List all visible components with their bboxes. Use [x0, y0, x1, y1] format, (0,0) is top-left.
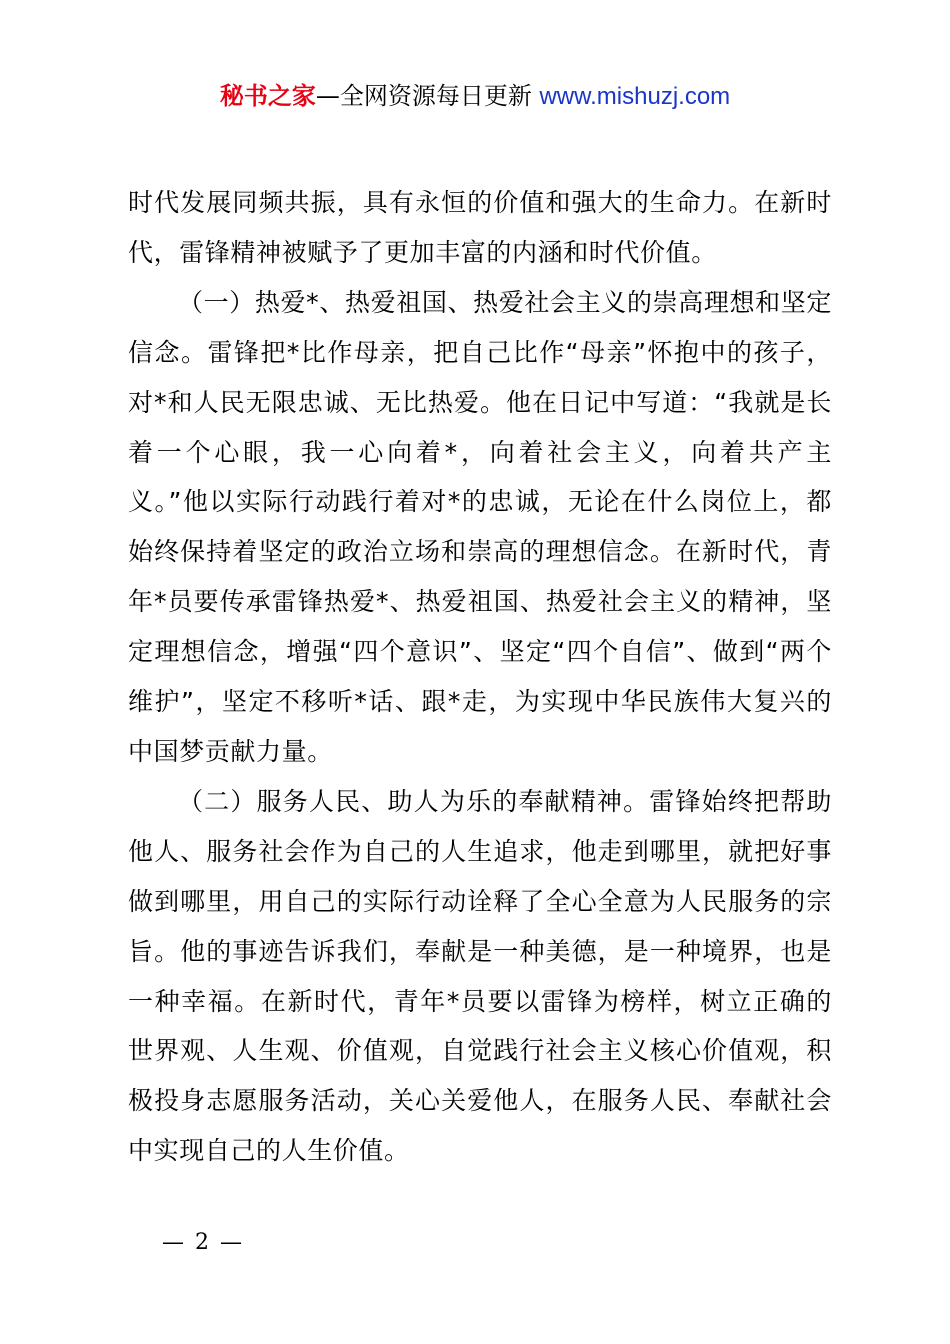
page-number: — 2 — [162, 1230, 244, 1255]
site-name: 秘书之家 [219, 82, 316, 110]
site-url-link[interactable]: www.mishuzj.com [539, 83, 731, 110]
paragraph-section-two: （二）服务人民、助人为乐的奉献精神。雷锋始终把帮助他人、服务社会作为自己的人生追求，他走到哪里，就把好事做到哪里，用自己的实际行动诠释了全心全意为人民服务的宗旨。他的事迹告诉我们，奉献是一种美德，是一种境界，也是一种幸福。在新时代，青年*员要以雷锋为榜样，树立正确的世界观、人生观、价值观，自觉践行社会主义核心价值观，积极投身志愿服务活动，关心关爱他人，在服务人民、奉献社会中实现自己的人生价值。 [128, 786, 832, 1166]
paragraph-continuation: 时代发展同频共振，具有永恒的价值和强大的生命力。在新时代，雷锋精神被赋予了更加丰富的内涵和时代价值。 [128, 188, 832, 267]
site-tagline: —全网资源每日更新 [315, 82, 532, 110]
site-header [0, 80, 950, 113]
document-body [128, 178, 832, 1176]
paragraph-section-one: （一）热爱*、热爱祖国、热爱社会主义的崇高理想和坚定信念。雷锋把*比作母亲，把自己比作“母亲”怀抱中的孩子，对*和人民无限忠诚、无比热爱。他在日记中写道：“我就是长着一个心眼，我一心向着*，向着社会主义，向着共产主义。”他以实际行动践行着对*的忠诚，无论在什么岗位上，都始终保持着坚定的政治立场和崇高的理想信念。在新时代，青年*员要传承雷锋热爱*、热爱祖国、热爱社会主义的精神，坚定理想信念，增强“四个意识”、坚定“四个自信”、做到“两个维护”，坚定不移听*话、跟*走，为实现中华民族伟大复兴的中国梦贡献力量。 [128, 287, 832, 766]
